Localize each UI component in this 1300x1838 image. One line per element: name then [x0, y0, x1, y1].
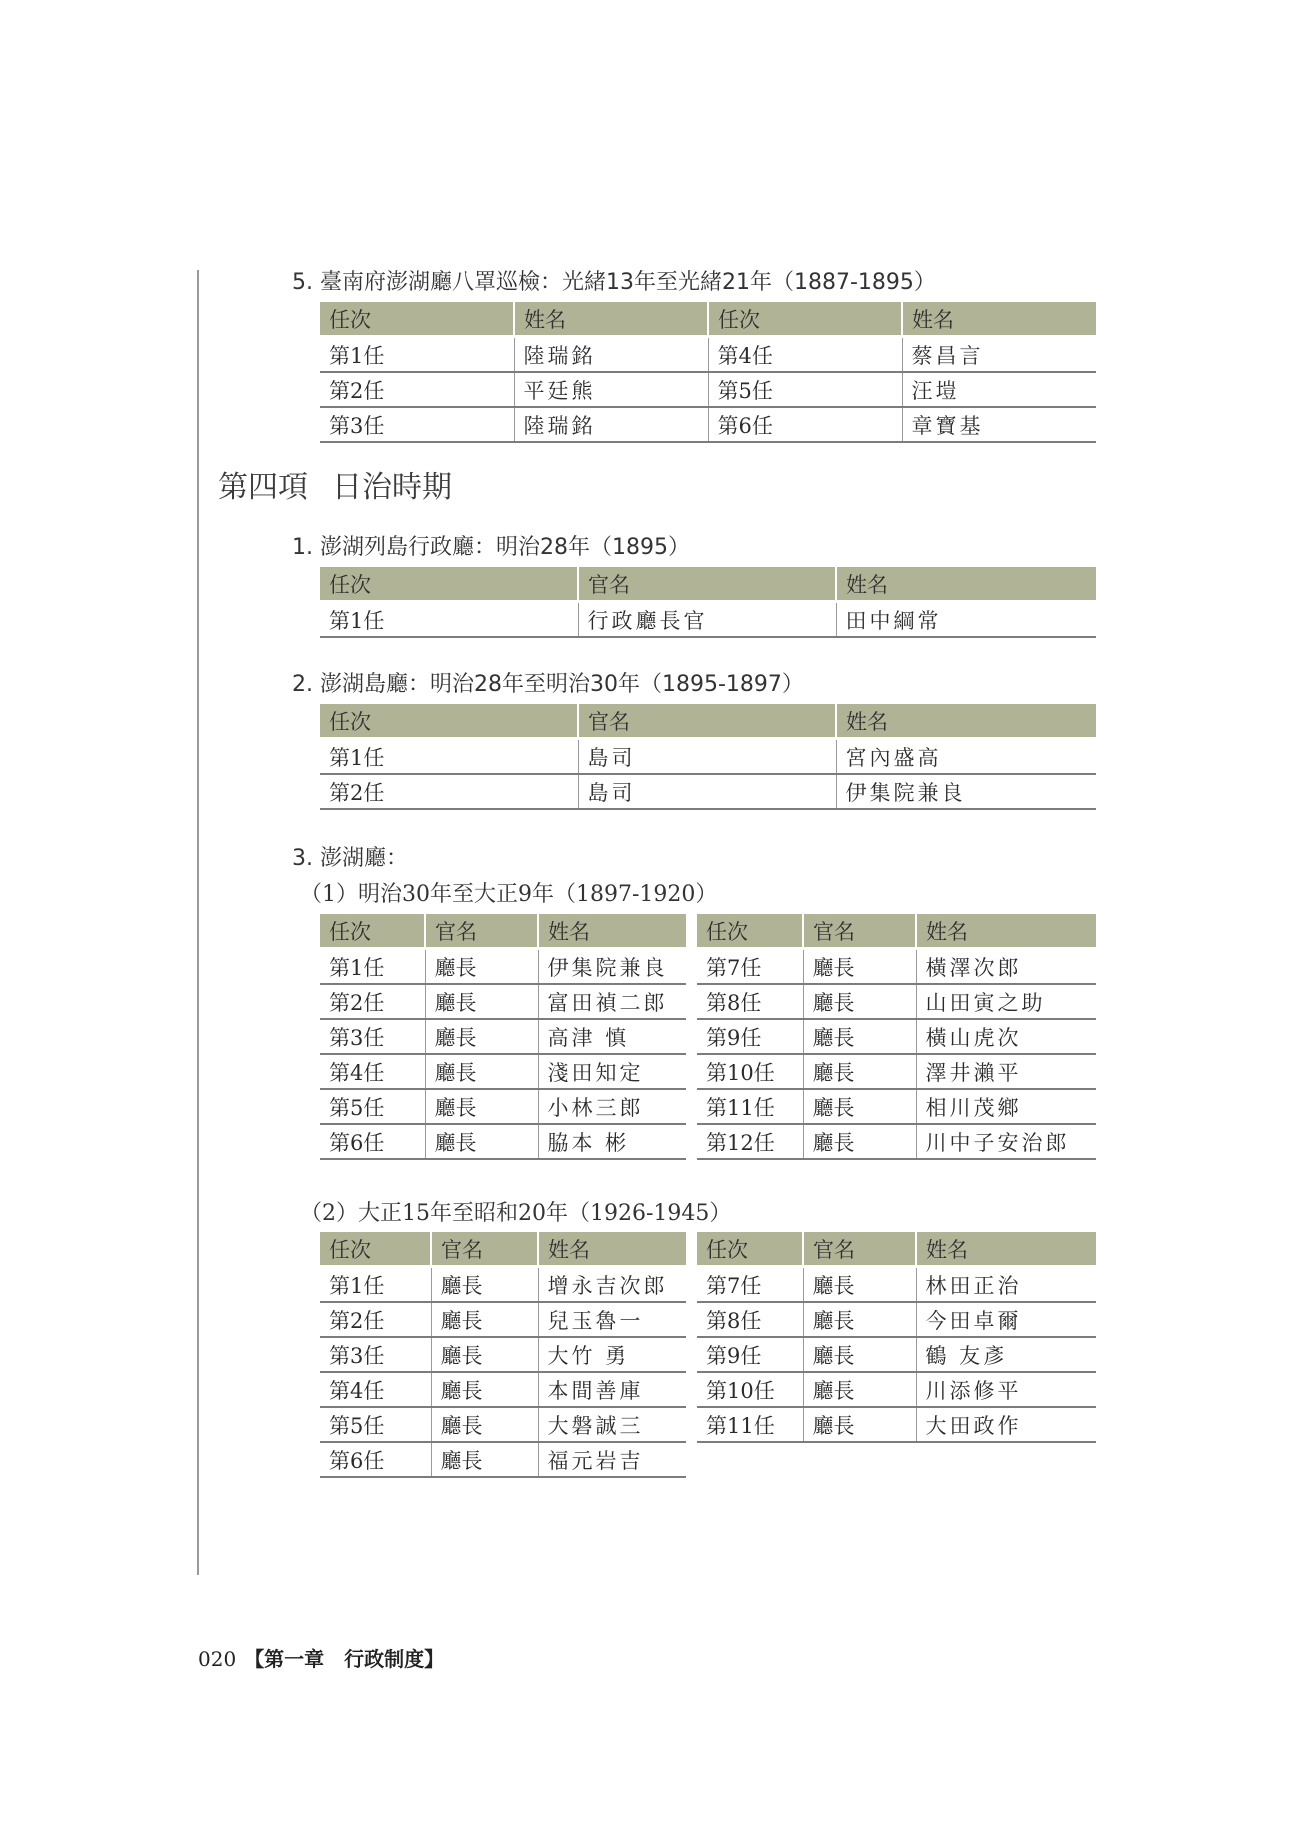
name-cell: 大田政作 — [916, 1407, 1096, 1442]
table-5-heading: 5. 臺南府澎湖廳八罩巡檢：光緒13年至光緒21年（1887-1895） — [292, 270, 936, 295]
name-cell: 今田卓爾 — [916, 1302, 1096, 1337]
term-cell: 第11任 — [697, 1407, 803, 1442]
table-3-1-heading: （1）明治30年至大正9年（1897-1920） — [300, 882, 718, 907]
table-row — [320, 1054, 686, 1089]
table-row — [697, 1124, 1096, 1159]
table-row — [697, 1372, 1096, 1407]
col-header: 姓名 — [514, 302, 708, 337]
col-header: 官名 — [425, 914, 538, 949]
col-header: 姓名 — [836, 704, 1096, 739]
title-cell: 廳長 — [803, 1372, 916, 1407]
table-row — [697, 1407, 1096, 1442]
table-3-heading: 3. 澎湖廳： — [292, 846, 408, 871]
table-row — [320, 1372, 686, 1407]
col-header: 任次 — [708, 302, 902, 337]
name-cell: 川添修平 — [916, 1372, 1096, 1407]
term-cell: 第9任 — [697, 1019, 803, 1054]
name-cell: 平廷熊 — [514, 372, 708, 407]
table-row — [320, 337, 1096, 373]
term-cell: 第1任 — [320, 337, 514, 373]
title-cell: 廳長 — [431, 1337, 538, 1372]
name-cell: 伊集院兼良 — [538, 949, 686, 985]
name-cell: 汪塏 — [902, 372, 1096, 407]
name-cell: 大磐誠三 — [538, 1407, 686, 1442]
table-3-2-heading: （2）大正15年至昭和20年（1926-1945） — [300, 1201, 732, 1226]
col-header: 姓名 — [916, 1232, 1096, 1267]
col-header: 官名 — [803, 914, 916, 949]
table-row — [697, 984, 1096, 1019]
term-cell: 第2任 — [320, 372, 514, 407]
title-cell: 廳長 — [803, 984, 916, 1019]
term-cell: 第2任 — [320, 1302, 431, 1337]
name-cell: 高津 慎 — [538, 1019, 686, 1054]
table-3-1-right — [697, 914, 1096, 1160]
title-cell: 廳長 — [803, 1089, 916, 1124]
term-cell: 第5任 — [708, 372, 902, 407]
table-row — [320, 1407, 686, 1442]
col-header: 任次 — [320, 302, 514, 337]
table-header-row — [697, 914, 1096, 949]
name-cell: 山田寅之助 — [916, 984, 1096, 1019]
name-cell: 橫山虎次 — [916, 1019, 1096, 1054]
term-cell: 第8任 — [697, 1302, 803, 1337]
name-cell: 小林三郎 — [538, 1089, 686, 1124]
table-1-heading: 1. 澎湖列島行政廳：明治28年（1895） — [292, 535, 690, 560]
name-cell: 澤井瀨平 — [916, 1054, 1096, 1089]
table-header-row — [697, 1232, 1096, 1267]
term-cell: 第4任 — [708, 337, 902, 373]
table-2-heading: 2. 澎湖島廳：明治28年至明治30年（1895-1897） — [292, 672, 804, 697]
title-cell: 廳長 — [431, 1267, 538, 1303]
title-cell: 島司 — [578, 739, 836, 775]
name-cell: 章寶基 — [902, 407, 1096, 442]
name-cell: 田中綱常 — [836, 602, 1096, 638]
table-row — [697, 949, 1096, 985]
col-header: 姓名 — [916, 914, 1096, 949]
col-header: 任次 — [320, 704, 578, 739]
page-footer — [198, 1645, 444, 1673]
title-cell: 廳長 — [425, 1054, 538, 1089]
title-cell: 廳長 — [803, 949, 916, 985]
table-header-row — [320, 1232, 686, 1267]
name-cell: 鶴 友彥 — [916, 1337, 1096, 1372]
table-row — [320, 1337, 686, 1372]
table-row — [320, 739, 1096, 775]
col-header: 任次 — [697, 914, 803, 949]
table-3-1-left — [320, 914, 686, 1160]
table-row — [697, 1019, 1096, 1054]
table-2 — [320, 704, 1096, 810]
term-cell: 第10任 — [697, 1372, 803, 1407]
table-3-2-left — [320, 1232, 686, 1478]
title-cell: 廳長 — [803, 1407, 916, 1442]
table-row — [697, 1337, 1096, 1372]
title-cell: 廳長 — [803, 1054, 916, 1089]
table-row — [320, 1124, 686, 1159]
term-cell: 第2任 — [320, 774, 578, 809]
section-title — [218, 468, 452, 508]
table-row — [320, 602, 1096, 638]
table-row — [697, 1089, 1096, 1124]
col-header: 姓名 — [902, 302, 1096, 337]
title-cell: 廳長 — [425, 1089, 538, 1124]
name-cell: 脇本 彬 — [538, 1124, 686, 1159]
term-cell: 第6任 — [708, 407, 902, 442]
title-cell: 廳長 — [425, 1019, 538, 1054]
title-cell: 廳長 — [431, 1407, 538, 1442]
term-cell: 第3任 — [320, 1337, 431, 1372]
table-row — [320, 1019, 686, 1054]
title-cell: 行政廳長官 — [578, 602, 836, 638]
table-header-row — [320, 567, 1096, 602]
name-cell: 相川茂鄉 — [916, 1089, 1096, 1124]
term-cell: 第1任 — [320, 739, 578, 775]
section-name: 日治時期 — [332, 470, 452, 505]
chapter-label: 【第一章 行政制度】 — [244, 1647, 445, 1671]
title-cell: 廳長 — [803, 1302, 916, 1337]
table-row — [697, 1302, 1096, 1337]
section-number: 第四項 — [218, 470, 308, 505]
table-row — [320, 407, 1096, 442]
term-cell: 第9任 — [697, 1337, 803, 1372]
term-cell: 第6任 — [320, 1442, 431, 1477]
term-cell: 第4任 — [320, 1054, 425, 1089]
table-row — [320, 1442, 686, 1477]
title-cell: 廳長 — [803, 1124, 916, 1159]
term-cell: 第1任 — [320, 602, 578, 638]
name-cell: 富田禎二郎 — [538, 984, 686, 1019]
table-row — [697, 1267, 1096, 1303]
table-row — [697, 1054, 1096, 1089]
term-cell: 第1任 — [320, 1267, 431, 1303]
term-cell: 第5任 — [320, 1089, 425, 1124]
term-cell: 第2任 — [320, 984, 425, 1019]
title-cell: 廳長 — [431, 1372, 538, 1407]
table-row — [320, 984, 686, 1019]
title-cell: 廳長 — [431, 1302, 538, 1337]
table-row — [320, 1089, 686, 1124]
title-cell: 廳長 — [431, 1442, 538, 1477]
col-header: 任次 — [320, 914, 425, 949]
name-cell: 陸瑞銘 — [514, 407, 708, 442]
col-header: 官名 — [431, 1232, 538, 1267]
table-1 — [320, 567, 1096, 638]
name-cell: 川中子安治郎 — [916, 1124, 1096, 1159]
term-cell: 第8任 — [697, 984, 803, 1019]
table-header-row — [320, 914, 686, 949]
title-cell: 廳長 — [425, 984, 538, 1019]
term-cell: 第7任 — [697, 949, 803, 985]
table-header-row — [320, 704, 1096, 739]
name-cell: 福元岩吉 — [538, 1442, 686, 1477]
name-cell: 淺田知定 — [538, 1054, 686, 1089]
name-cell: 本間善庫 — [538, 1372, 686, 1407]
col-header: 官名 — [578, 567, 836, 602]
table-row — [320, 774, 1096, 809]
col-header: 官名 — [803, 1232, 916, 1267]
col-header: 任次 — [697, 1232, 803, 1267]
term-cell: 第6任 — [320, 1124, 425, 1159]
table-row — [320, 1302, 686, 1337]
term-cell: 第5任 — [320, 1407, 431, 1442]
table-row — [320, 949, 686, 985]
name-cell: 大竹 勇 — [538, 1337, 686, 1372]
term-cell: 第3任 — [320, 1019, 425, 1054]
name-cell: 橫澤次郎 — [916, 949, 1096, 985]
page-number: 020 — [198, 1647, 237, 1671]
term-cell: 第7任 — [697, 1267, 803, 1303]
col-header: 任次 — [320, 567, 578, 602]
term-cell: 第1任 — [320, 949, 425, 985]
name-cell: 兒玉魯一 — [538, 1302, 686, 1337]
col-header: 姓名 — [538, 914, 686, 949]
title-cell: 廳長 — [425, 1124, 538, 1159]
term-cell: 第4任 — [320, 1372, 431, 1407]
margin-rule — [197, 270, 199, 1575]
name-cell: 陸瑞銘 — [514, 337, 708, 373]
title-cell: 廳長 — [803, 1337, 916, 1372]
table-row — [320, 1267, 686, 1303]
col-header: 任次 — [320, 1232, 431, 1267]
name-cell: 宮內盛高 — [836, 739, 1096, 775]
name-cell: 伊集院兼良 — [836, 774, 1096, 809]
title-cell: 廳長 — [803, 1019, 916, 1054]
title-cell: 廳長 — [425, 949, 538, 985]
name-cell: 蔡昌言 — [902, 337, 1096, 373]
term-cell: 第10任 — [697, 1054, 803, 1089]
table-header-row — [320, 302, 1096, 337]
name-cell: 林田正治 — [916, 1267, 1096, 1303]
table-5 — [320, 302, 1096, 443]
table-3-2-right — [697, 1232, 1096, 1443]
term-cell: 第12任 — [697, 1124, 803, 1159]
title-cell: 廳長 — [803, 1267, 916, 1303]
name-cell: 增永吉次郎 — [538, 1267, 686, 1303]
col-header: 姓名 — [836, 567, 1096, 602]
term-cell: 第3任 — [320, 407, 514, 442]
table-row — [320, 372, 1096, 407]
col-header: 官名 — [578, 704, 836, 739]
term-cell: 第11任 — [697, 1089, 803, 1124]
title-cell: 島司 — [578, 774, 836, 809]
col-header: 姓名 — [538, 1232, 686, 1267]
